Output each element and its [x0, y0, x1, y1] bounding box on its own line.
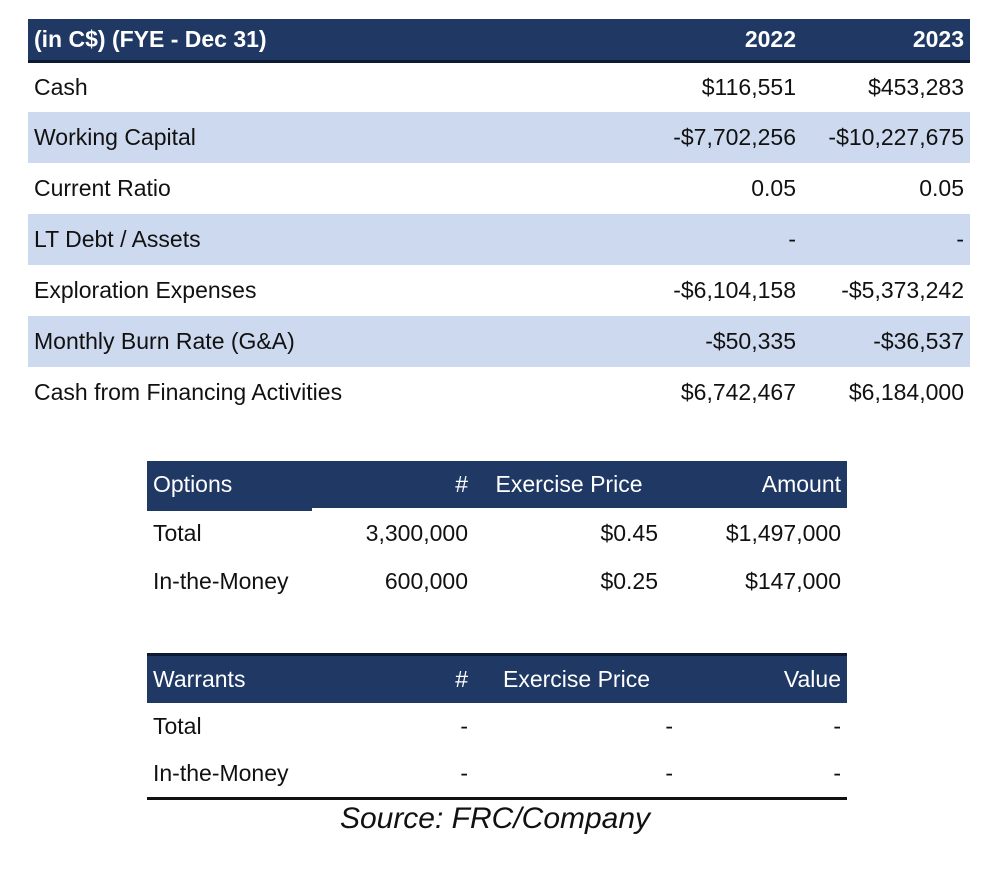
row-count: 3,300,000	[365, 520, 468, 547]
row-value-2023: $6,184,000	[848, 379, 964, 405]
warrants-header-label: Warrants	[147, 655, 312, 703]
row-amount: $1,497,000	[725, 520, 841, 547]
row-value-2022: $6,742,467	[680, 379, 796, 405]
row-value: -	[833, 760, 841, 787]
warrants-header-exercise-price: Exercise Price	[474, 655, 679, 703]
table-row	[28, 316, 970, 367]
row-value-2022: -$6,104,158	[673, 277, 796, 303]
row-label: In-the-Money	[153, 760, 289, 787]
row-label: Total	[153, 520, 202, 547]
options-header-count: #	[312, 461, 474, 509]
row-label: Cash	[34, 73, 88, 100]
row-label: Exploration Expenses	[34, 277, 257, 303]
row-exercise-price: -	[665, 713, 673, 739]
table-row	[28, 61, 970, 112]
table-row	[147, 703, 847, 751]
table-row	[28, 112, 970, 163]
row-label: Total	[153, 713, 202, 739]
row-amount: $147,000	[745, 567, 841, 594]
row-label: Current Ratio	[34, 175, 171, 201]
header-label: (in C$) (FYE - Dec 31)	[28, 19, 652, 61]
row-value-2023: $453,283	[868, 73, 964, 100]
row-value-2022: $116,551	[701, 73, 796, 100]
header-year-2023: 2023	[802, 19, 970, 61]
row-exercise-price: $0.25	[600, 567, 658, 594]
row-count: 600,000	[384, 567, 468, 594]
table-row	[28, 265, 970, 316]
row-value-2023: -	[956, 226, 964, 252]
options-header-row	[147, 461, 847, 509]
row-value: -	[833, 713, 841, 739]
row-label: Working Capital	[34, 124, 196, 150]
financial-summary-table	[28, 19, 970, 418]
table-row	[147, 557, 847, 605]
warrants-table	[147, 653, 847, 800]
row-label: Cash from Financing Activities	[34, 379, 343, 405]
table-row	[147, 751, 847, 799]
row-value-2023: -$10,227,675	[828, 124, 964, 150]
row-exercise-price: $0.45	[600, 520, 658, 547]
options-header-amount: Amount	[664, 461, 847, 509]
row-label: Monthly Burn Rate (G&A)	[34, 328, 295, 354]
warrants-header-count: #	[312, 655, 474, 703]
table-header-row	[28, 19, 970, 61]
row-value-2022: -$50,335	[705, 328, 796, 354]
row-value-2022: 0.05	[751, 175, 796, 201]
options-header-label: Options	[147, 461, 312, 509]
table-row	[28, 367, 970, 418]
row-exercise-price: -	[665, 760, 673, 787]
row-count: -	[460, 760, 468, 787]
table-row	[28, 214, 970, 265]
warrants-header-value: Value	[679, 655, 847, 703]
row-value-2023: -$5,373,242	[841, 277, 964, 303]
row-count: -	[460, 713, 468, 739]
source-caption: Source: FRC/Company	[339, 802, 651, 835]
options-header-exercise-price: Exercise Price	[474, 461, 664, 509]
row-label: LT Debt / Assets	[34, 226, 201, 252]
row-value-2022: -$7,702,256	[673, 124, 796, 150]
table-row	[147, 509, 847, 557]
row-value-2023: -$36,537	[873, 328, 964, 354]
row-value-2022: -	[788, 226, 796, 252]
row-value-2023: 0.05	[919, 175, 964, 201]
warrants-header-row	[147, 655, 847, 703]
table-row	[28, 163, 970, 214]
row-label: In-the-Money	[153, 567, 289, 594]
options-table	[147, 461, 847, 605]
header-year-2022: 2022	[652, 19, 802, 61]
